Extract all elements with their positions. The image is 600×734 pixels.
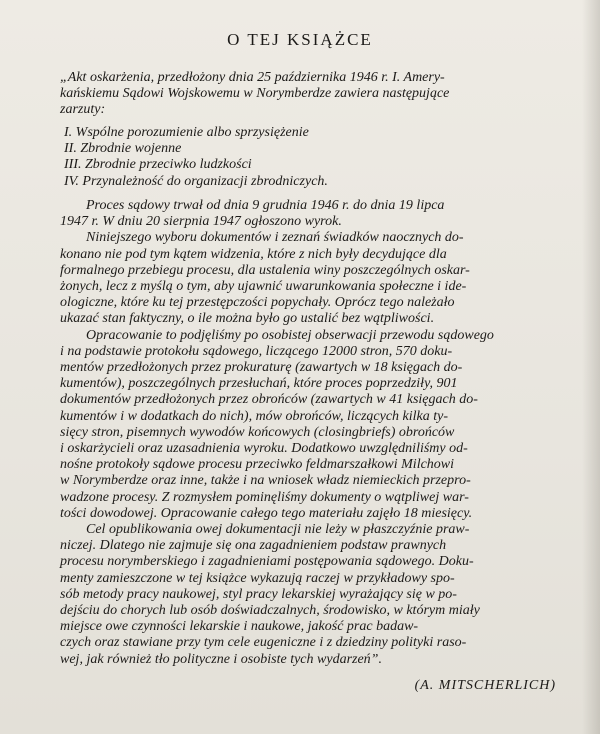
body-line: sięcy stron, pisemnych wywodów końcowych (closingbriefs) obrońców xyxy=(60,424,455,440)
body-line: Opracowanie to podjęliśmy po osobistej obserwacji przewodu sądowego xyxy=(86,327,494,343)
body-line: ologiczne, które ku tej przestępczości popychały. Oprócz tego należało xyxy=(60,295,455,311)
body-line: nośne protokoły sądowe procesu przeciwko feldmarszałkowi Milchowi xyxy=(60,457,455,473)
body-line: i na podstawie protokołu sądowego, liczącego 12000 stron, 570 doku- xyxy=(60,343,453,359)
charge-item: I. Wspólne porozumienie albo sprzysiężenie xyxy=(64,125,309,140)
body-line: procesu norymberskiego i zagadnieniami postępowania sądowego. Doku- xyxy=(60,554,474,570)
body-line: sób metody pracy naukowej, styl pracy lekarskiej wyrażający się w po- xyxy=(60,586,457,602)
intro-line: „Akt oskarżenia, przedłożony dnia 25 października 1946 r. I. Amery- xyxy=(60,70,445,85)
body-line: wadzone procesy. Z rozmysłem pominęliśmy dokumenty o wątpliwej war- xyxy=(60,489,469,505)
body-line: mentów przedłożonych przez prokuraturę (zawartych w 18 księgach do- xyxy=(60,360,463,376)
author-signature: (A. MITSCHERLICH) xyxy=(414,678,556,693)
body-line: i oskarżycieli oraz uzasadnienia wyroku. Dodatkowo uwzględniliśmy od- xyxy=(60,441,468,457)
body-line: 1947 r. W dniu 20 sierpnia 1947 ogłoszono wyrok. xyxy=(60,214,342,230)
body-line: niczej. Dlatego nie zajmuje się ona zagadnieniem podstaw prawnych xyxy=(60,538,447,554)
intro-line: zarzuty: xyxy=(60,102,106,118)
body-text xyxy=(60,198,494,668)
body-line: Proces sądowy trwał od dnia 9 grudnia 1946 r. do dnia 19 lipca xyxy=(86,198,445,213)
body-line: Cel opublikowania owej dokumentacji nie leży w płaszczyźnie praw- xyxy=(86,522,470,538)
intro-line: kańskiemu Sądowi Wojskowemu w Norymberdze zawiera następujące xyxy=(60,86,450,102)
body-line: menty zamieszczone w tej książce wykazują raczej w przykładowy spo- xyxy=(60,570,455,586)
charge-item: II. Zbrodnie wojenne xyxy=(64,141,182,157)
body-line: w Norymberdze oraz inne, także i na wniosek władz niemieckich przepro- xyxy=(60,473,471,489)
charges-list xyxy=(64,125,328,190)
intro-paragraph xyxy=(60,70,449,119)
page-edge-shadow xyxy=(582,0,600,734)
body-line: kumentów i w dodatkach do nich), mów obrońców, liczących kilka ty- xyxy=(60,408,449,424)
body-line: czych oraz stawiane przy tym cele eugeniczne i z dziedziny polityki raso- xyxy=(60,635,467,651)
body-line: żonych, lecz z myślą o tym, aby ujawnić uwarunkowania społeczne i ide- xyxy=(60,279,467,295)
body-line: formalnego przebiegu procesu, dla ustalenia winy poszczególnych oskar- xyxy=(60,262,470,278)
body-line: tości dowodowej. Opracowanie całego tego materiału zajęło 18 miesięcy. xyxy=(60,505,473,521)
body-line: wej, jak również tło polityczne i osobiste tych wydarzeń”. xyxy=(60,651,382,667)
page-title: O TEJ KSIĄŻCE xyxy=(227,30,373,49)
body-line: ukazać stan faktyczny, o ile można było go ustalić bez wątpliwości. xyxy=(60,311,435,327)
charge-item: III. Zbrodnie przeciwko ludzkości xyxy=(64,157,252,173)
body-line: kumentów), poszczególnych przesłuchań, które proces poprzedziły, 901 xyxy=(60,376,458,392)
charge-item: IV. Przynależność do organizacji zbrodniczych. xyxy=(64,173,328,189)
body-line: dokumentów przedłożonych przez obrońców (zawartych w 41 księgach do- xyxy=(60,392,478,408)
body-line: Niniejszego wyboru dokumentów i zeznań świadków naocznych do- xyxy=(86,230,464,246)
body-line: konano nie pod tym kątem widzenia, które z nich były decydujące dla xyxy=(60,246,447,262)
body-line: miejsce owe czynności lekarskie i naukowe, jakość prac badaw- xyxy=(60,619,419,635)
body-line: dejściu do chorych lub osób doświadczalnych, środowisko, w którym miały xyxy=(60,603,480,619)
